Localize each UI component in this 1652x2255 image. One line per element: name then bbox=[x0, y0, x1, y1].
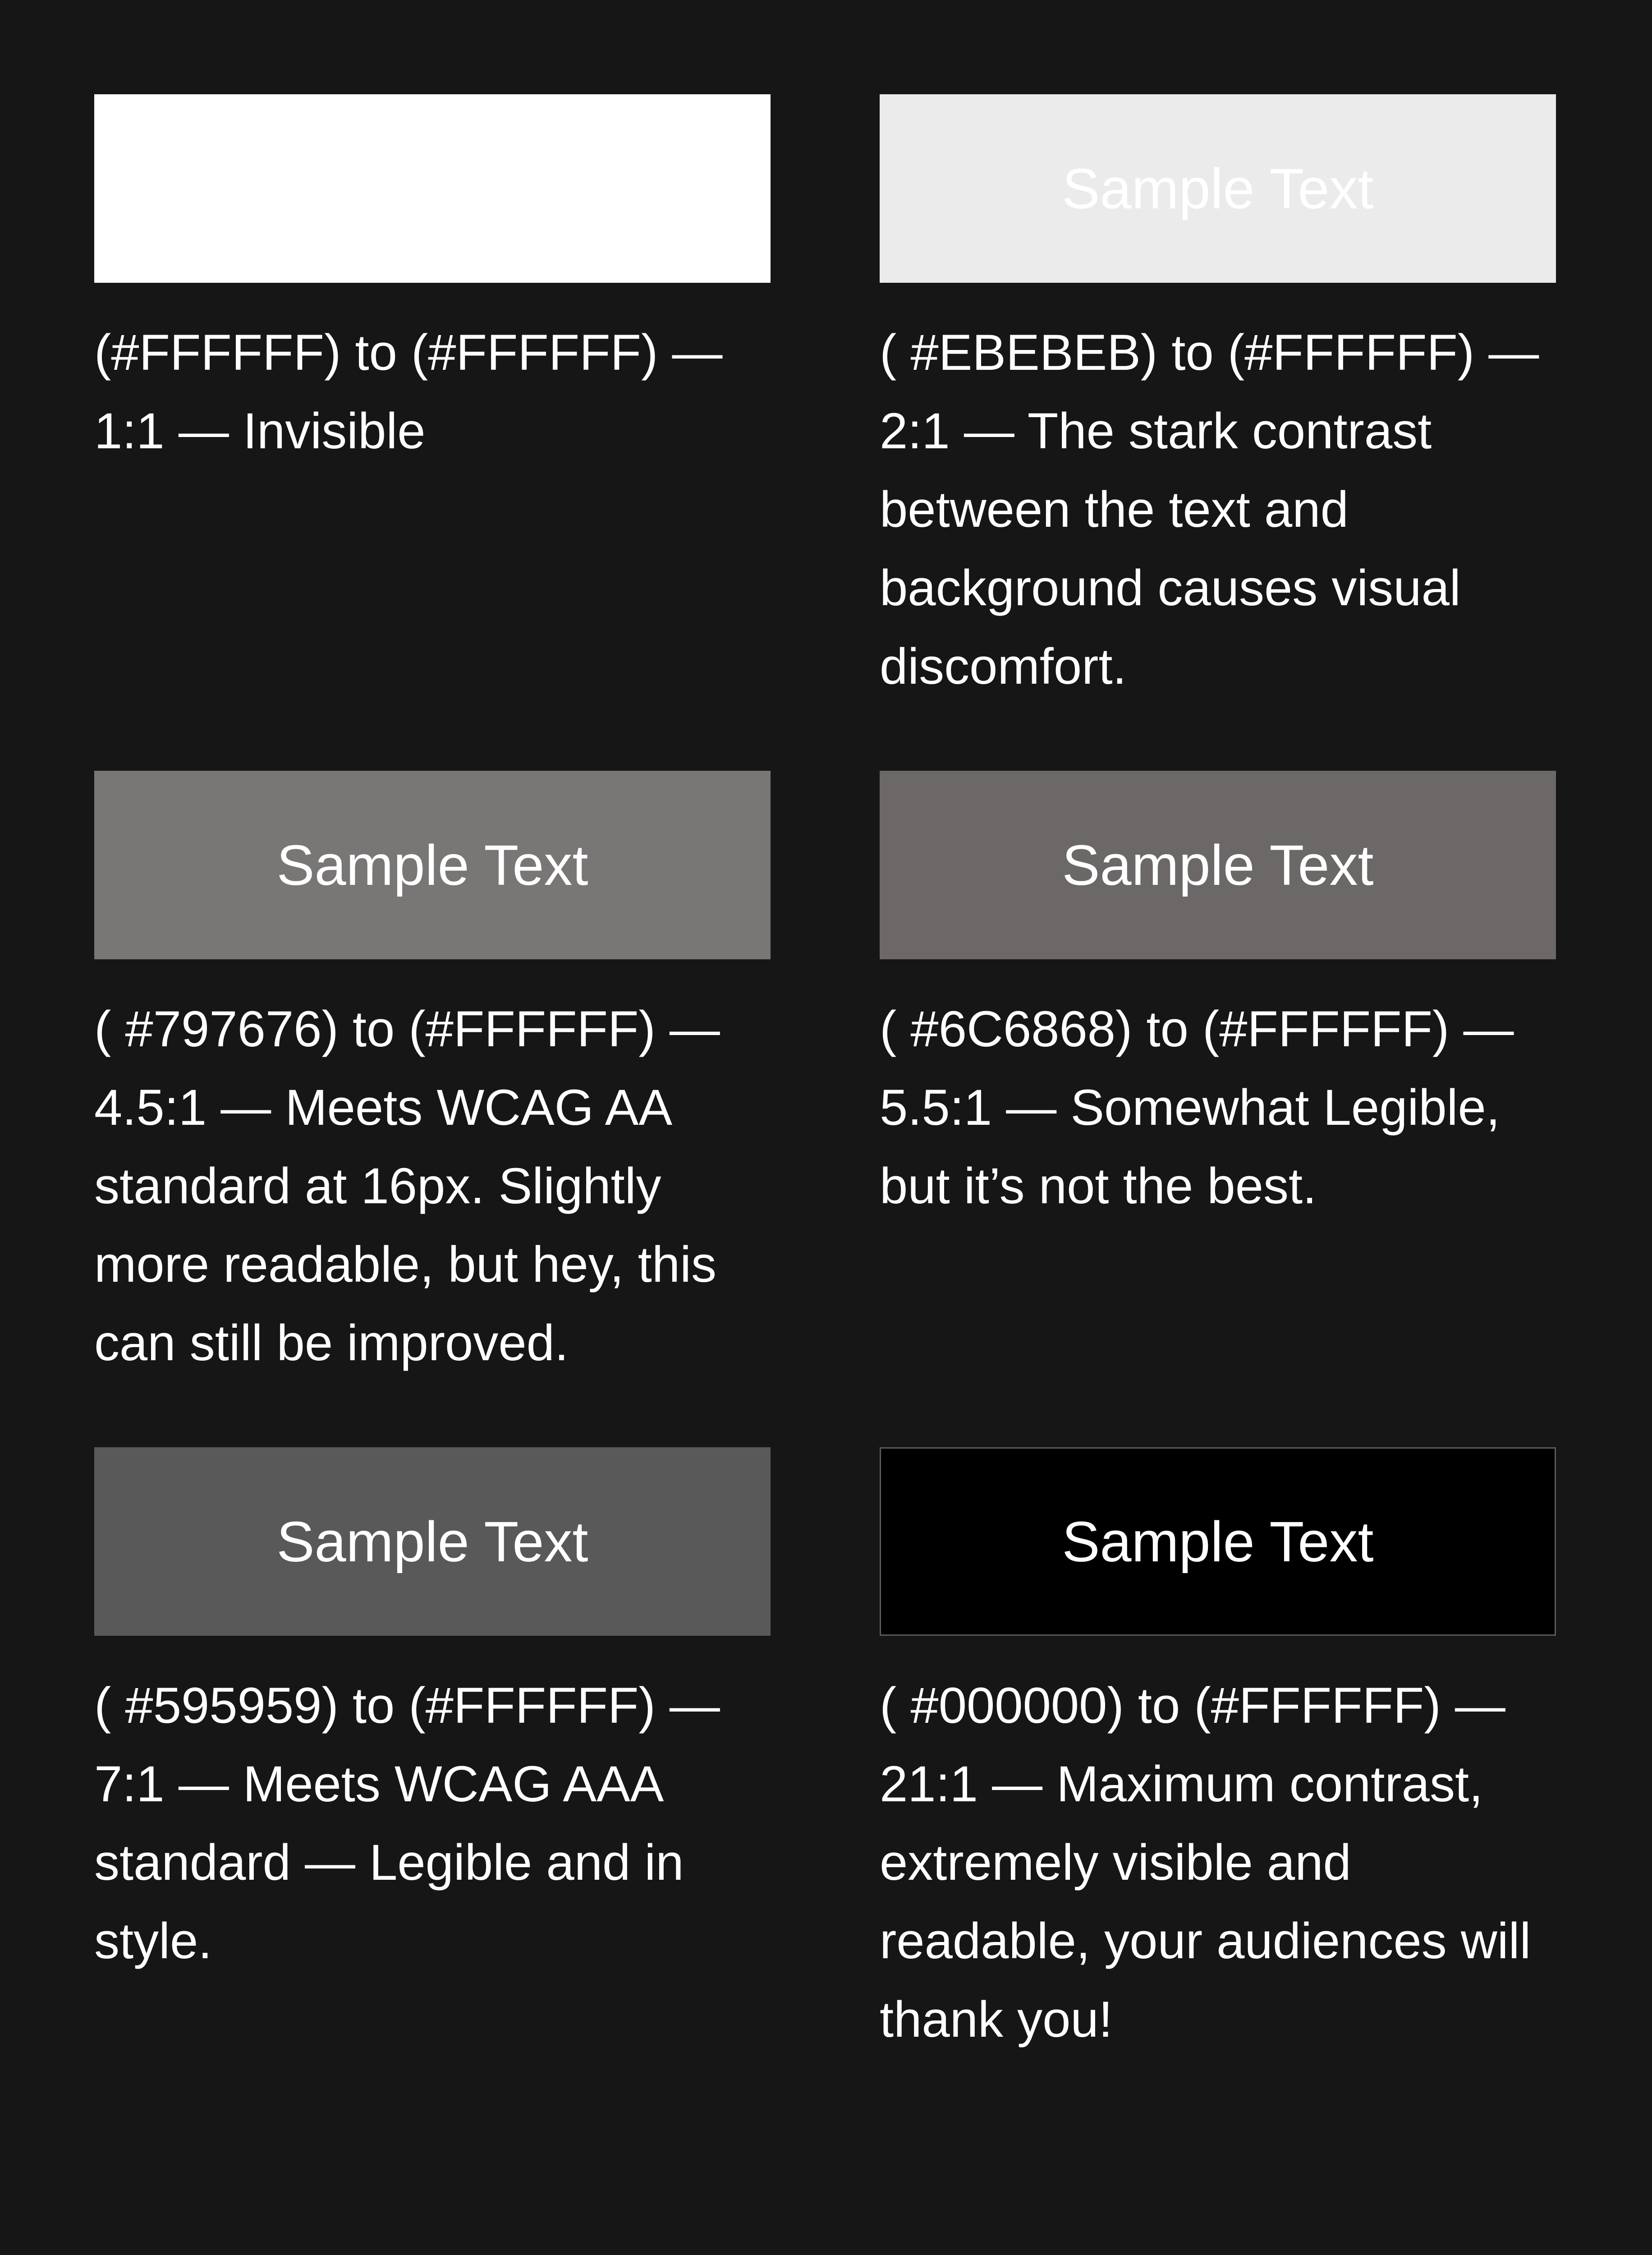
sample-text: Sample Text bbox=[1062, 1509, 1374, 1574]
contrast-card-000000 bbox=[880, 1447, 1556, 2059]
sample-text: Sample Text bbox=[276, 833, 588, 897]
contrast-description: ( #EBEBEB) to (#FFFFFF) — 2:1 — The stark contrast between the text and background causes visual discomfort. bbox=[880, 324, 1539, 695]
contrast-card-595959 bbox=[94, 1447, 771, 1980]
contrast-description: (#FFFFFF) to (#FFFFFF) — 1:1 — Invisible bbox=[94, 324, 723, 459]
contrast-card-ebebeb bbox=[880, 94, 1556, 706]
contrast-description: ( #6C6868) to (#FFFFFF) — 5.5:1 — Somewhat Legible, but it’s not the best. bbox=[880, 1001, 1514, 1214]
contrast-description: ( #797676) to (#FFFFFF) — 4.5:1 — Meets WCAG AA standard at 16px. Slightly more readable, but hey, this can still be improved. bbox=[94, 1001, 720, 1371]
sample-text: Sample Text bbox=[1062, 833, 1374, 897]
contrast-description: ( #000000) to (#FFFFFF) — 21:1 — Maximum contrast, extremely visible and readable, your audiences will thank you! bbox=[880, 1677, 1531, 2048]
color-swatch bbox=[880, 1447, 1556, 1636]
color-swatch bbox=[94, 1447, 771, 1636]
color-swatch bbox=[94, 94, 771, 283]
color-swatch bbox=[880, 94, 1556, 283]
contrast-card-ffffff bbox=[94, 94, 771, 470]
sample-text: Sample Text bbox=[276, 156, 588, 221]
sample-text: Sample Text bbox=[276, 1509, 588, 1574]
contrast-description: ( #595959) to (#FFFFFF) — 7:1 — Meets WCAG AAA standard — Legible and in style. bbox=[94, 1677, 720, 1969]
color-swatch bbox=[94, 771, 771, 959]
contrast-card-797676 bbox=[94, 771, 771, 1382]
color-swatch bbox=[880, 771, 1556, 959]
sample-text: Sample Text bbox=[1062, 156, 1374, 221]
contrast-card-6c6868 bbox=[880, 771, 1556, 1225]
